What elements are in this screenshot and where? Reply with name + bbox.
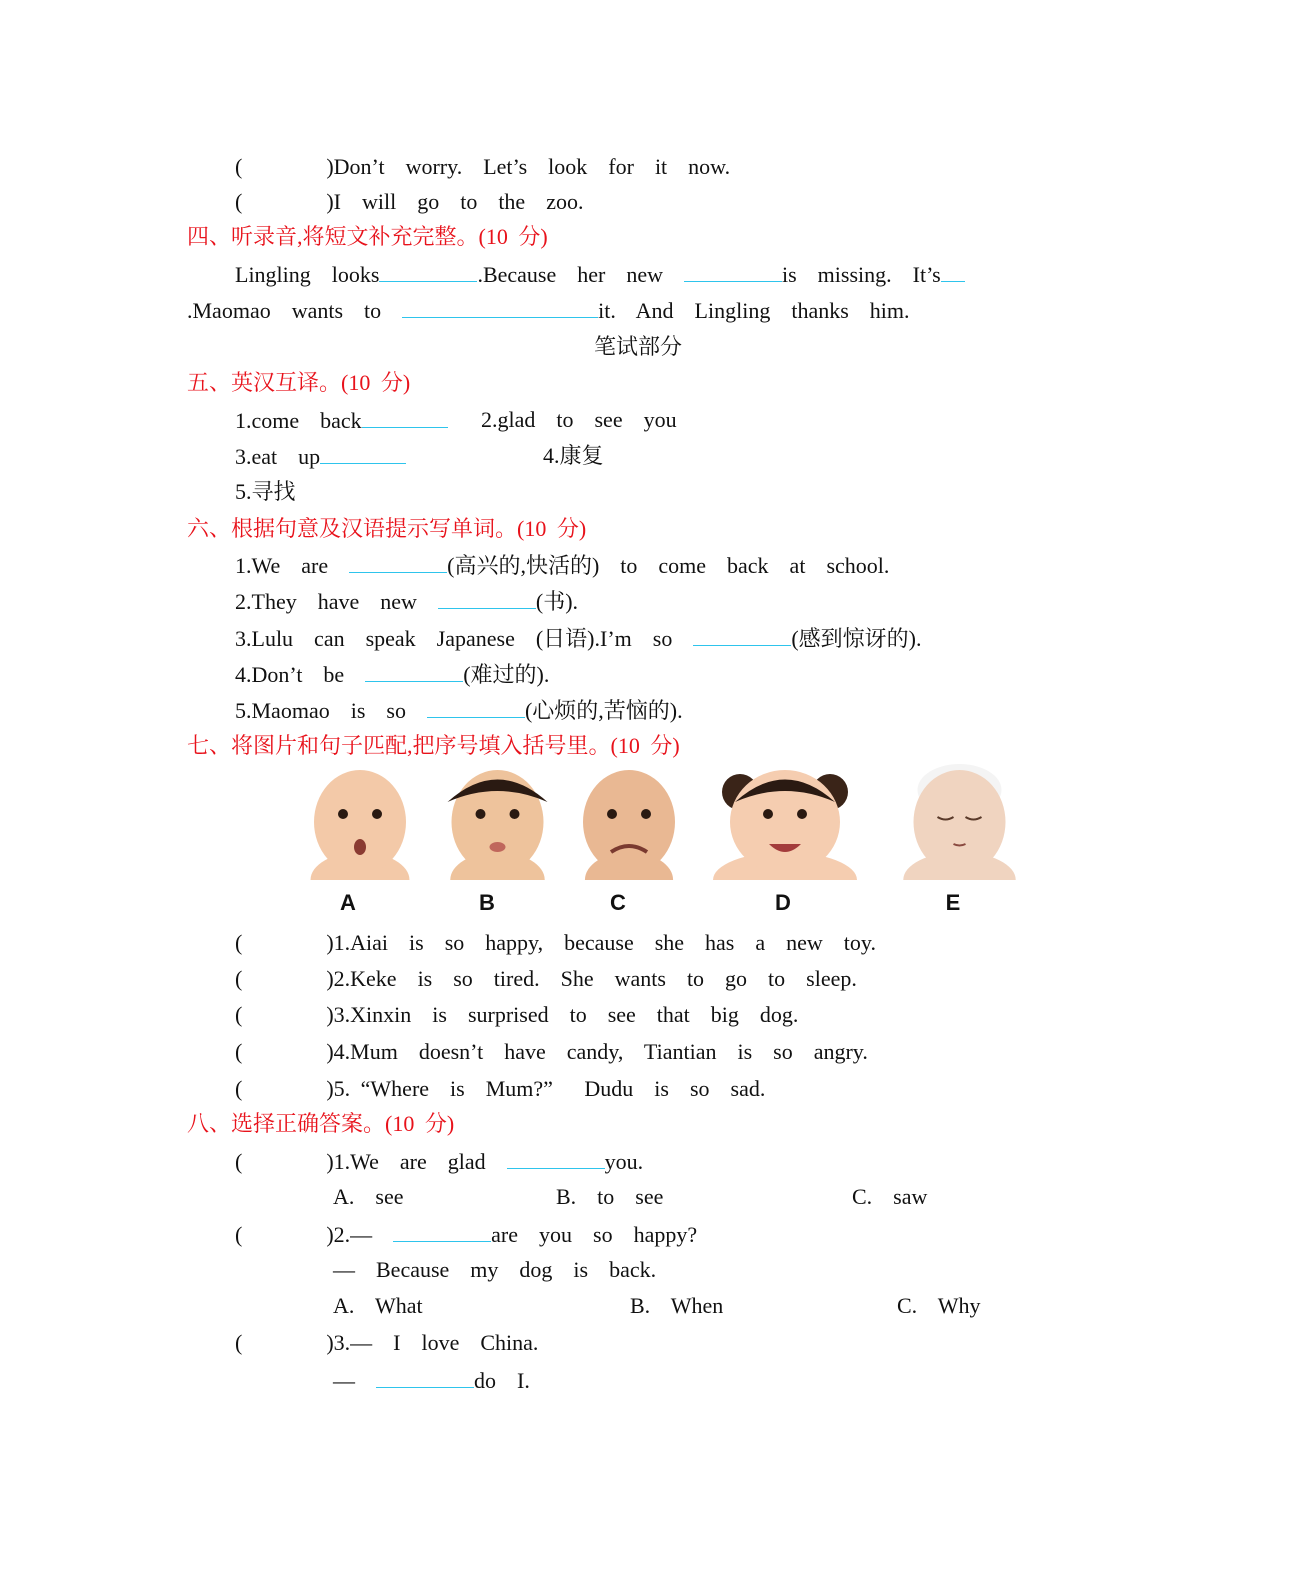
line-text: it. And Lingling thanks him.	[598, 298, 910, 323]
translation-item: 2.glad to see you	[481, 407, 677, 432]
baby-photo-surprised	[305, 762, 415, 880]
line-text: (高兴的,快活的) to come back at school.	[447, 553, 890, 578]
baby-photo-sleeping	[897, 762, 1022, 880]
section-heading: 四、听录音,将短文补充完整。(10 分)	[187, 224, 548, 249]
baby-photo-crying	[580, 762, 678, 880]
match-sentence	[235, 1074, 765, 1104]
answer-blank[interactable]	[941, 259, 965, 282]
match-item	[235, 187, 583, 217]
option-b: B. When	[630, 1293, 724, 1318]
picture-label-d: D	[775, 890, 791, 915]
line-text: ( )3.Xinxin is surprised to see that big dog.	[235, 1002, 799, 1027]
translation-item: 3.eat up	[235, 441, 406, 472]
line-text: ( )2.—	[235, 1222, 394, 1247]
line-text: 1.We are	[235, 553, 350, 578]
match-sentence	[235, 1037, 868, 1067]
line-text: 3.Lulu can speak Japanese (日语).I’m so	[235, 626, 694, 651]
line-text: ( )1.Aiai is so happy, because she has a new toy.	[235, 930, 876, 955]
passage-line	[235, 259, 965, 290]
translation-item: 5.寻找	[235, 479, 296, 504]
section-heading: 五、英汉互译。(10 分)	[187, 370, 411, 395]
line-text: —	[333, 1368, 376, 1393]
picture-label-c: C	[610, 890, 626, 915]
line-text: ( )I will go to the zoo.	[235, 189, 584, 214]
question	[235, 1146, 643, 1177]
option-a: A. see	[333, 1184, 404, 1209]
answer-blank[interactable]	[320, 441, 406, 464]
dialogue-reply	[333, 1365, 530, 1396]
question	[235, 1219, 697, 1250]
answer-blank[interactable]	[684, 259, 782, 282]
question	[235, 1328, 538, 1358]
match-sentence	[235, 928, 876, 958]
line-text: are you so happy?	[491, 1222, 698, 1247]
translation-item: 1.come back	[235, 405, 448, 436]
answer-blank[interactable]	[402, 295, 598, 318]
option-a: A. What	[333, 1293, 423, 1318]
section-heading: 八、选择正确答案。(10 分)	[187, 1111, 455, 1136]
line-text: is missing. It’s	[782, 262, 941, 287]
line-text: ( )5. “Where is Mum?” Dudu is so sad.	[235, 1076, 766, 1101]
fill-in-item	[235, 550, 889, 581]
option-b: B. to see	[556, 1184, 664, 1209]
line-text: ( )4.Mum doesn’t have candy, Tiantian is so angry.	[235, 1039, 868, 1064]
translation-item: 4.康复	[543, 443, 604, 468]
line-text: — Because my dog is back.	[333, 1257, 657, 1282]
line-text: (书).	[535, 589, 579, 614]
section-heading: 七、将图片和句子匹配,把序号填入括号里。(10 分)	[187, 733, 680, 758]
line-text: (难过的).	[463, 662, 550, 687]
baby-photo-smiling	[705, 762, 865, 880]
answer-blank[interactable]	[693, 623, 791, 646]
match-sentence	[235, 964, 857, 994]
picture-label-e: E	[945, 890, 961, 915]
dialogue-reply	[333, 1255, 656, 1285]
answer-blank[interactable]	[349, 550, 447, 573]
line-text: ( )3.— I love China.	[235, 1330, 539, 1355]
option-c: C. Why	[897, 1293, 981, 1318]
line-text: you.	[604, 1149, 644, 1174]
fill-in-item	[235, 659, 549, 690]
fill-in-item	[235, 623, 922, 654]
line-text: do I.	[474, 1368, 530, 1393]
picture-label-b: B	[479, 890, 495, 915]
answer-blank[interactable]	[376, 1365, 474, 1388]
option-c: C. saw	[852, 1184, 928, 1209]
answer-blank[interactable]	[379, 259, 477, 282]
answer-blank[interactable]	[507, 1146, 605, 1169]
fill-in-item	[235, 586, 578, 617]
answer-blank[interactable]	[427, 695, 525, 718]
passage-line	[187, 295, 910, 326]
line-text: (感到惊讶的).	[791, 626, 922, 651]
line-text: .Maomao wants to	[187, 298, 403, 323]
line-text: .Because her new	[477, 262, 684, 287]
line-text: ( )1.We are glad	[235, 1149, 507, 1174]
answer-blank[interactable]	[365, 659, 463, 682]
fill-in-item	[235, 695, 683, 726]
line-text: ( )Don’t worry. Let’s look for it now.	[235, 154, 731, 179]
answer-blank[interactable]	[362, 405, 448, 428]
answer-blank[interactable]	[393, 1219, 491, 1242]
match-sentence	[235, 1000, 798, 1030]
line-text: 2.They have new	[235, 589, 438, 614]
line-text: 5.Maomao is so	[235, 698, 427, 723]
answer-blank[interactable]	[438, 586, 536, 609]
picture-label-a: A	[340, 890, 356, 915]
line-text: Lingling looks	[235, 262, 380, 287]
section-title: 笔试部分	[593, 334, 682, 359]
line-text: 4.Don’t be	[235, 662, 366, 687]
baby-photo-pouting	[445, 762, 550, 880]
section-heading: 六、根据句意及汉语提示写单词。(10 分)	[187, 516, 587, 541]
match-item	[235, 152, 730, 182]
line-text: ( )2.Keke is so tired. She wants to go to sleep.	[235, 966, 857, 991]
line-text: (心烦的,苦恼的).	[524, 698, 683, 723]
